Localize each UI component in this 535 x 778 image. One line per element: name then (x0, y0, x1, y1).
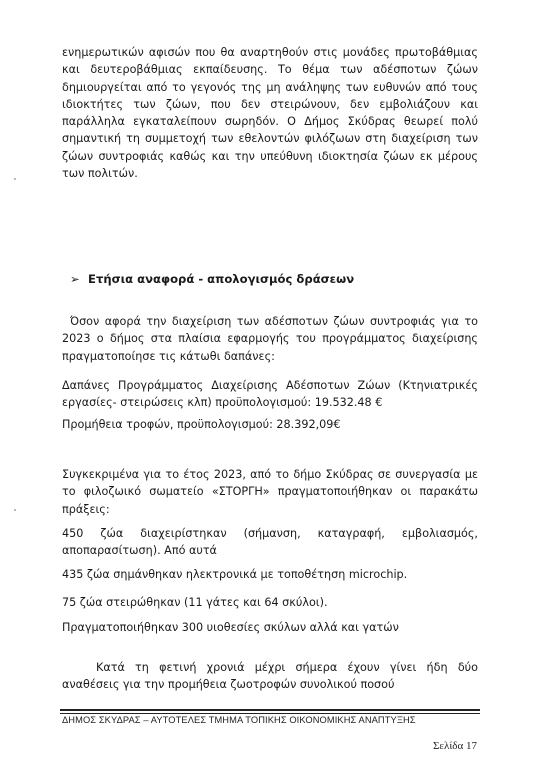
arrow-bullet-icon: ➢ (70, 272, 80, 286)
program-costs-paragraph: Δαπάνες Προγράμματος Διαχείρισης Αδέσποτων Ζώων (Κτηνιατρικές εργασίες- στειρώσεις κλπ) προϋπολογισμού: 19.532.48 € (62, 379, 478, 410)
section-heading (70, 271, 354, 287)
scan-speck (14, 178, 16, 180)
section-heading-title: Ετήσια αναφορά - απολογισμός δράσεων (88, 272, 355, 286)
managed-animals-paragraph: 450 ζώα διαχειρίστηκαν (σήμανση, καταγραφή, εμβολιασμός, αποπαρασίτωση). Από αυτά (62, 527, 478, 558)
footer-department: ΔΗΜΟΣ ΣΚΥΔΡΑΣ – ΑΥΤΟΤΕΛΕΣ ΤΜΗΜΑ ΤΟΠΙΚΗΣ ΟΙΚΟΝΟΜΙΚΗΣ ΑΝΑΠΤΥΞΗΣ (62, 715, 416, 725)
this-year-paragraph: Κατά τη φετινή χρονιά μέχρι σήμερα έχουν γίνει ήδη δύο αναθέσεις για την προμήθεια ζωοτροφών συνολικού ποσού (62, 661, 478, 692)
food-supply-paragraph: Προμήθεια τροφών, προϋπολογισμού: 28.392,09€ (62, 418, 341, 431)
adoptions-paragraph: Πραγματοποιήθηκαν 300 υιοθεσίες σκύλων αλλά και γατών (62, 621, 399, 634)
sterilized-paragraph: 75 ζώα στειρώθηκαν (11 γάτες και 64 σκύλοι). (62, 596, 328, 609)
page-number: Σελίδα 17 (432, 740, 477, 752)
management-paragraph: Όσον αφορά την διαχείριση των αδέσποτων ζώων συντροφιάς για το 2023 ο δήμος στα πλαίσια εφαρμογής του προγράμματος διαχείρισης πραγματοποίησε τις κάτωθι δαπάνες: (62, 315, 478, 363)
cooperation-paragraph: Συγκεκριμένα για το έτος 2023, από το δήμο Σκύδρας σε συνεργασία με το φιλοζωικό σωματείο «ΣΤΟΡΓΗ» πραγματοποιήθηκαν οι παρακάτω πράξεις: (62, 468, 478, 516)
scan-speck (14, 509, 16, 511)
microchip-paragraph: 435 ζώα σημάνθηκαν ηλεκτρονικά με τοποθέτηση microchip. (62, 568, 408, 581)
intro-paragraph: ενημερωτικών αφισών που θα αναρτηθούν στις μονάδες πρωτοβάθμιας και δευτεροβάθμιας εκπαίδευσης. Το θέμα των αδέσποτων ζώων δημιουργείται από το γεγονός της μη ανάληψης των ευθυνών από τους ιδιοκτήτες των ζώων, που δεν στειρώνουν, δεν εμβολιάζουν και παράλληλα εγκαταλείπουν σωρηδόν. Ο Δήμος Σκύδρας θεωρεί πολύ σημαντική τη συμμετοχή των εθελοντών φιλόζωων στη διαχείριση των ζώων συντροφιάς καθώς και την υπεύθυνη ιδιοκτησία ζώων εκ μέρους των πολιτών. (62, 46, 478, 181)
footer-rule-thick (60, 709, 480, 711)
footer-rule-thin (60, 713, 480, 714)
